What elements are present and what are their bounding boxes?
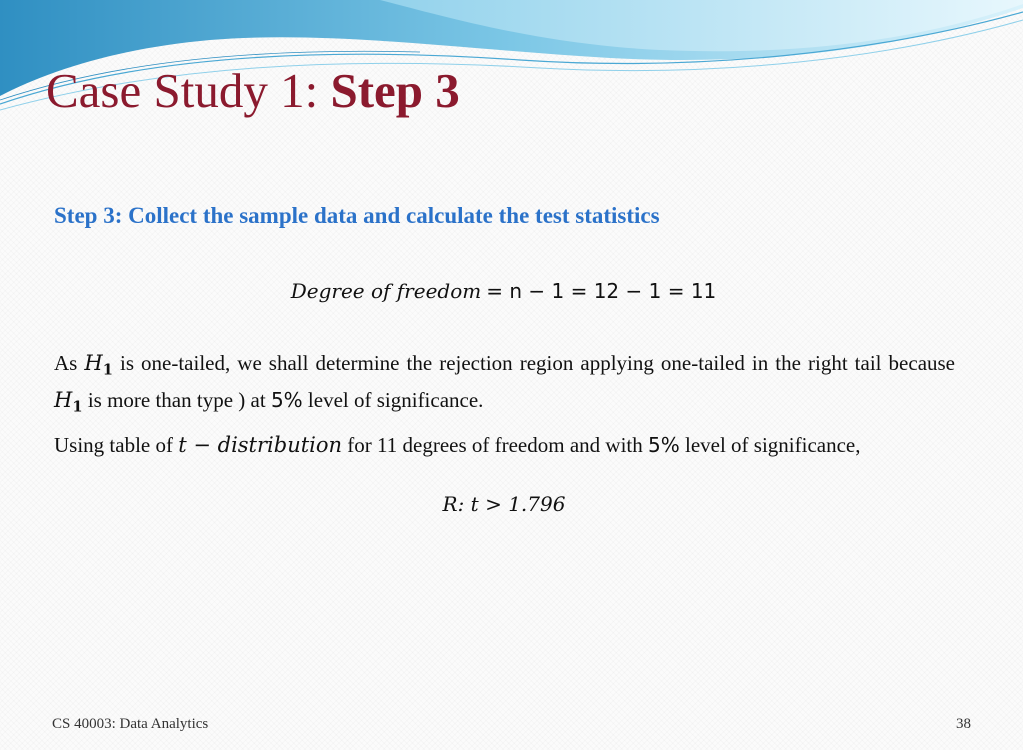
t-distribution-term: t − distribution: [178, 433, 343, 457]
page-number: 38: [956, 716, 971, 732]
t-distribution-paragraph: [54, 430, 955, 461]
para1-text-b: is one-tailed, we shall determine the rejection region applying one-tailed in the right tail because: [112, 351, 956, 375]
para1-text-c: is more than type ) at: [82, 388, 271, 413]
para1-text-d: level of significance.: [302, 388, 484, 413]
footer-course: CS 40003: Data Analytics: [52, 716, 209, 732]
rejection-region-paragraph: [54, 348, 955, 423]
h1-symbol-2: [54, 388, 83, 416]
h1-letter-2: H: [54, 388, 73, 413]
h1-subscript-2: 1: [72, 398, 83, 416]
para2-percent: 5%: [648, 433, 680, 457]
h1-symbol: [84, 351, 113, 379]
rejection-region-formula: R: t > 1.796: [442, 492, 566, 516]
slide-title-bold: Step 3: [330, 63, 460, 118]
step-heading: Step 3: Collect the sample data and calculate the test statistics: [54, 203, 660, 228]
para2-text-c: level of significance,: [679, 433, 861, 457]
para1-text-a: As: [54, 351, 85, 375]
formula-lhs: Degree of freedom: [290, 279, 482, 303]
h1-subscript: 1: [102, 361, 113, 379]
slide-title: [46, 64, 460, 118]
formula-rhs: = n − 1 = 12 − 1 = 11: [486, 279, 717, 303]
slide-title-regular: Case Study 1:: [46, 63, 331, 118]
degree-of-freedom-formula: [0, 279, 1023, 304]
para2-text-a: Using table of: [54, 433, 179, 457]
para1-percent: 5%: [270, 388, 303, 413]
h1-letter: H: [84, 351, 103, 375]
para2-text-b: for 11 degrees of freedom and with: [342, 433, 648, 457]
